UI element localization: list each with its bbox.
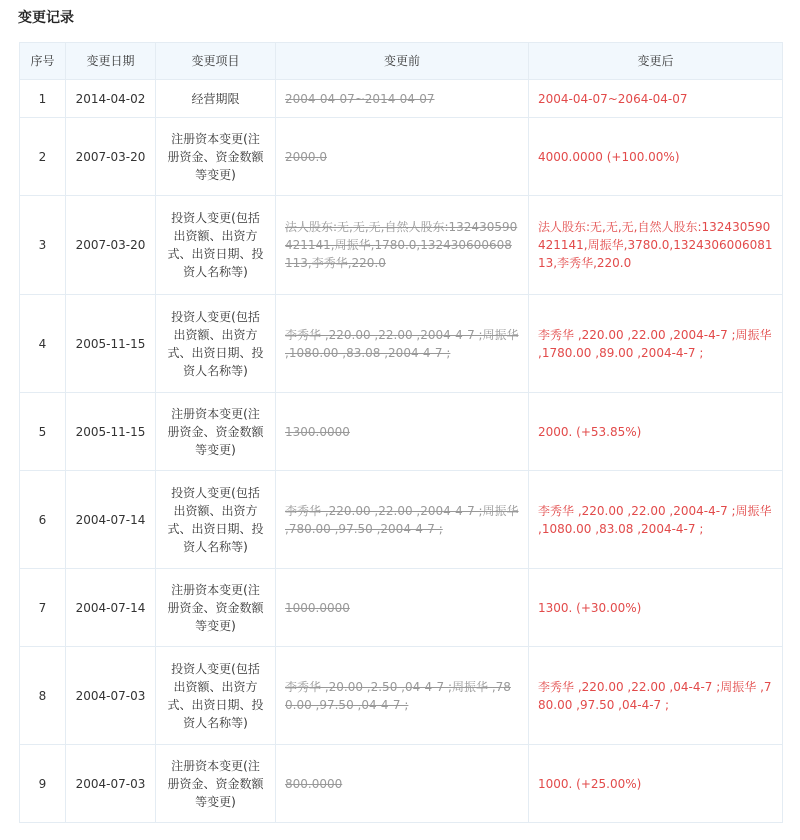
row-before: 2000.0: [276, 118, 529, 196]
column-header-item: 变更项目: [156, 43, 276, 80]
row-after: 2000. (+53.85%): [529, 393, 783, 471]
table-row: [20, 471, 783, 569]
row-date: 2005-11-15: [66, 393, 156, 471]
row-before: 2004-04-07~2014-04-07: [276, 80, 529, 118]
table-row: [20, 393, 783, 471]
row-date: 2007-03-20: [66, 118, 156, 196]
row-item: 投资人变更(包括出资额、出资方式、出资日期、投资人名称等): [156, 647, 276, 745]
row-index: 2: [20, 118, 66, 196]
row-item: 经营期限: [156, 80, 276, 118]
table-row: [20, 118, 783, 196]
row-after: 李秀华 ,220.00 ,22.00 ,2004-4-7 ;周振华 ,1780.00 ,89.00 ,2004-4-7 ;: [529, 295, 783, 393]
table-row: [20, 745, 783, 823]
column-header-date: 变更日期: [66, 43, 156, 80]
row-index: 7: [20, 569, 66, 647]
table-row: [20, 80, 783, 118]
row-before: 李秀华 ,20.00 ,2.50 ,04-4-7 ;周振华 ,780.00 ,97.50 ,04-4-7 ;: [276, 647, 529, 745]
row-before: 1000.0000: [276, 569, 529, 647]
row-after: 李秀华 ,220.00 ,22.00 ,04-4-7 ;周振华 ,780.00 ,97.50 ,04-4-7 ;: [529, 647, 783, 745]
section-title: 变更记录: [18, 10, 74, 26]
row-date: 2007-03-20: [66, 196, 156, 295]
row-before: 800.0000: [276, 745, 529, 823]
table-header-row: [20, 43, 783, 80]
row-index: 9: [20, 745, 66, 823]
row-date: 2004-07-03: [66, 745, 156, 823]
row-item: 注册资本变更(注册资金、资金数额等变更): [156, 393, 276, 471]
table-row: [20, 647, 783, 745]
row-item: 注册资本变更(注册资金、资金数额等变更): [156, 569, 276, 647]
row-item: 注册资本变更(注册资金、资金数额等变更): [156, 118, 276, 196]
row-date: 2004-07-14: [66, 569, 156, 647]
row-item: 投资人变更(包括出资额、出资方式、出资日期、投资人名称等): [156, 295, 276, 393]
row-date: 2005-11-15: [66, 295, 156, 393]
row-before: 李秀华 ,220.00 ,22.00 ,2004-4-7 ;周振华 ,1080.00 ,83.08 ,2004-4-7 ;: [276, 295, 529, 393]
row-item: 注册资本变更(注册资金、资金数额等变更): [156, 745, 276, 823]
row-after: 1000. (+25.00%): [529, 745, 783, 823]
column-header-after: 变更后: [529, 43, 783, 80]
row-index: 6: [20, 471, 66, 569]
column-header-index: 序号: [20, 43, 66, 80]
row-index: 3: [20, 196, 66, 295]
row-item: 投资人变更(包括出资额、出资方式、出资日期、投资人名称等): [156, 471, 276, 569]
table-row: [20, 295, 783, 393]
row-index: 4: [20, 295, 66, 393]
row-after: 1300. (+30.00%): [529, 569, 783, 647]
row-date: 2004-07-03: [66, 647, 156, 745]
row-after: 法人股东:无,无,无,自然人股东:132430590421141,周振华,3780.0,132430600608113,李秀华,220.0: [529, 196, 783, 295]
row-after: 2004-04-07~2064-04-07: [529, 80, 783, 118]
row-before: 李秀华 ,220.00 ,22.00 ,2004-4-7 ;周振华 ,780.00 ,97.50 ,2004-4-7 ;: [276, 471, 529, 569]
column-header-before: 变更前: [276, 43, 529, 80]
row-after: 4000.0000 (+100.00%): [529, 118, 783, 196]
row-before: 法人股东:无,无,无,自然人股东:132430590421141,周振华,1780.0,132430600608113,李秀华,220.0: [276, 196, 529, 295]
table-row: [20, 569, 783, 647]
row-after: 李秀华 ,220.00 ,22.00 ,2004-4-7 ;周振华 ,1080.00 ,83.08 ,2004-4-7 ;: [529, 471, 783, 569]
change-records-table: [19, 42, 783, 823]
row-date: 2004-07-14: [66, 471, 156, 569]
row-index: 1: [20, 80, 66, 118]
row-item: 投资人变更(包括出资额、出资方式、出资日期、投资人名称等): [156, 196, 276, 295]
table-row: [20, 196, 783, 295]
row-index: 5: [20, 393, 66, 471]
row-index: 8: [20, 647, 66, 745]
row-before: 1300.0000: [276, 393, 529, 471]
row-date: 2014-04-02: [66, 80, 156, 118]
